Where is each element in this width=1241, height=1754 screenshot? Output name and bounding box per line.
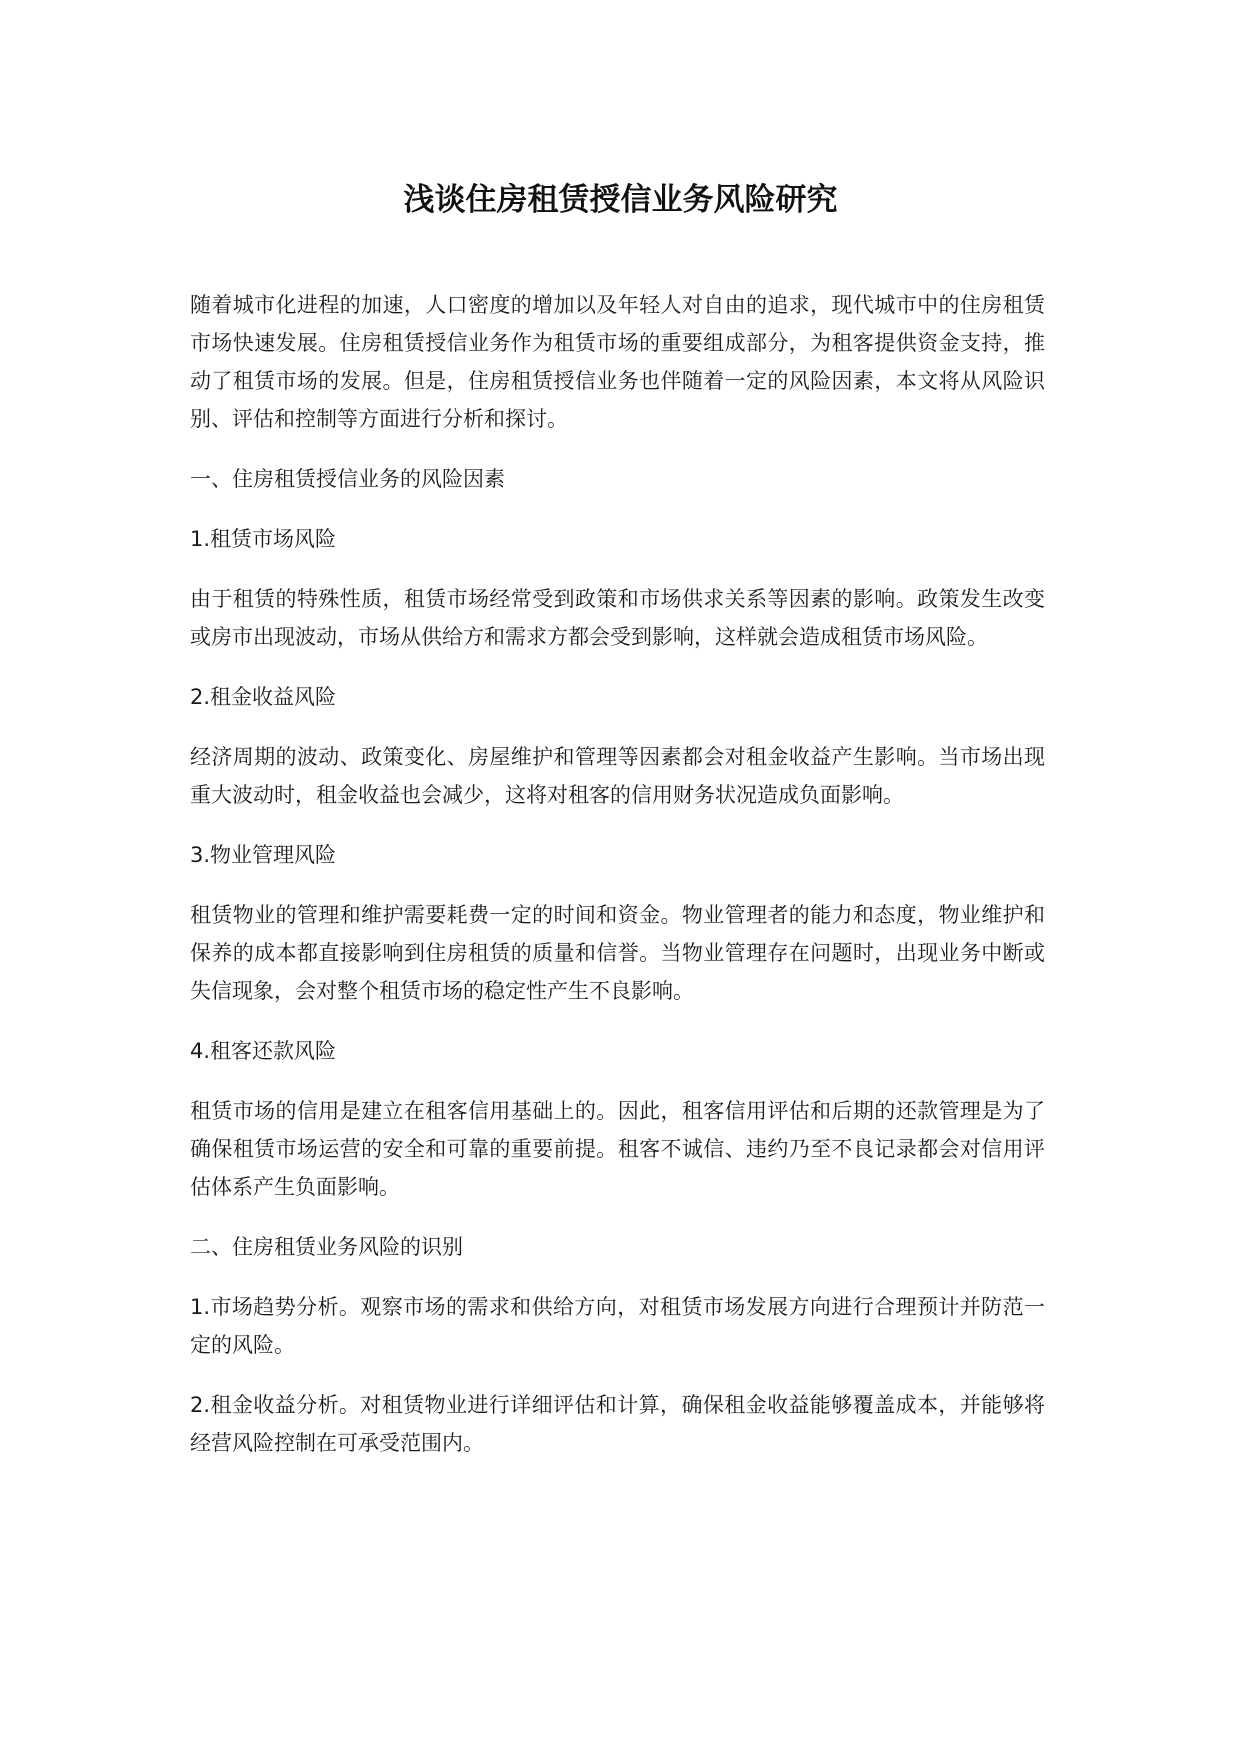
subheading-rent-income-risk: 2.租金收益风险 <box>190 685 337 709</box>
subheading-tenant-repayment-risk: 4.租客还款风险 <box>190 1039 337 1063</box>
intro-paragraph: 随着城市化进程的加速，人口密度的增加以及年轻人对自由的追求，现代城市中的住房租赁市场快速发展。住房租赁授信业务作为租赁市场的重要组成部分，为租客提供资金支持，推动了租赁市场的发展。但是，住房租赁授信业务也伴随着一定的风险因素，本文将从风险识别、评估和控制等方面进行分析和探讨。 <box>190 293 1045 431</box>
section-heading-risk-factors: 一、住房租赁授信业务的风险因素 <box>190 467 505 491</box>
paragraph-property-management-risk: 租赁物业的管理和维护需要耗费一定的时间和资金。物业管理者的能力和态度，物业维护和保养的成本都直接影响到住房租赁的质量和信誉。当物业管理存在问题时，出现业务中断或失信现象，会对整个租赁市场的稳定性产生不良影响。 <box>190 903 1045 1003</box>
document-body <box>190 286 1045 1462</box>
paragraph-tenant-repayment-risk: 租赁市场的信用是建立在租客信用基础上的。因此，租客信用评估和后期的还款管理是为了确保租赁市场运营的安全和可靠的重要前提。租客不诚信、违约乃至不良记录都会对信用评估体系产生负面影响。 <box>190 1099 1045 1199</box>
paragraph-rent-income-analysis: 2.租金收益分析。对租赁物业进行详细评估和计算，确保租金收益能够覆盖成本，并能够将经营风险控制在可承受范围内。 <box>190 1393 1045 1455</box>
section-heading-risk-identification: 二、住房租赁业务风险的识别 <box>190 1235 463 1259</box>
subheading-rental-market-risk: 1.租赁市场风险 <box>190 527 337 551</box>
subheading-property-management-risk: 3.物业管理风险 <box>190 843 337 867</box>
paragraph-rental-market-risk: 由于租赁的特殊性质，租赁市场经常受到政策和市场供求关系等因素的影响。政策发生改变或房市出现波动，市场从供给方和需求方都会受到影响，这样就会造成租赁市场风险。 <box>190 587 1045 649</box>
paragraph-rent-income-risk: 经济周期的波动、政策变化、房屋维护和管理等因素都会对租金收益产生影响。当市场出现重大波动时，租金收益也会减少，这将对租客的信用财务状况造成负面影响。 <box>190 745 1045 807</box>
paragraph-market-trend-analysis: 1.市场趋势分析。观察市场的需求和供给方向，对租赁市场发展方向进行合理预计并防范一定的风险。 <box>190 1295 1045 1357</box>
document-title: 浅谈住房租赁授信业务风险研究 <box>403 182 838 218</box>
